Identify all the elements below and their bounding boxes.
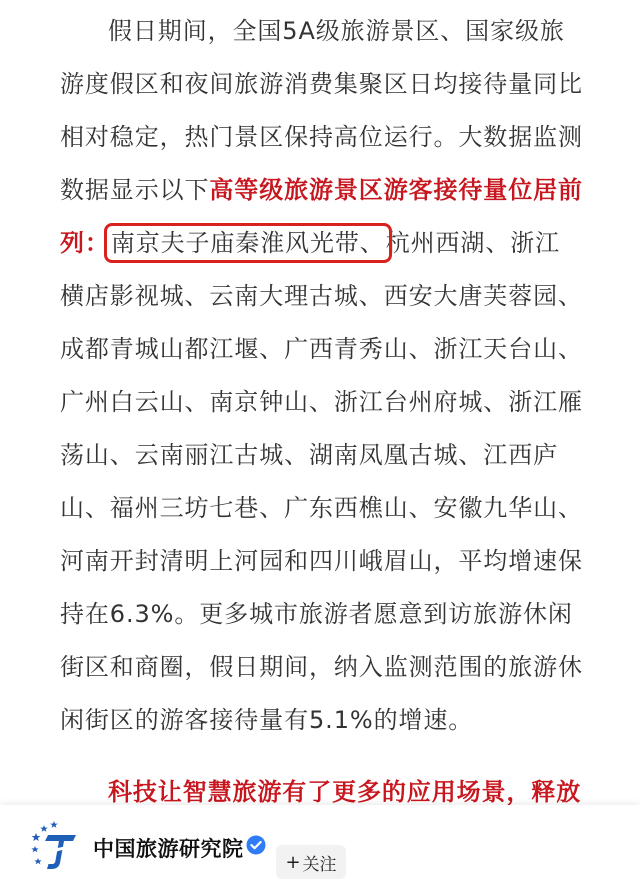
article-body: [60, 0, 584, 805]
account-name[interactable]: 中国旅游研究院: [93, 837, 244, 861]
follow-button-label: 关注: [302, 854, 337, 875]
paragraph-text: 假日期间，全国5A级旅游景区、国家级旅游度假区和夜间旅游消费集聚区日均接待量同比相对稳定，热门景区保持高位运行。大数据监测数据显示以下: [60, 17, 583, 204]
paragraph-text-continued: 杭州西湖、浙江横店影视城、云南大理古城、西安大唐芙蓉园、成都青城山都江堰、广西青秀山、浙江天台山、广州白云山、南京钟山、浙江台州府城、浙江雁荡山、云南丽江古城、湖南凤凰古城、江西庐山、福州三坊七巷、广东西樵山、安徽九华山、河南开封清明上河园和四川峨眉山，平均增速保持在6.3%。更多城市旅游者愿意到访旅游休闲街区和商圈，假日期间，纳入监测范围的旅游休闲街区的游客接待量有5.1%的增速。: [60, 229, 583, 734]
follow-button[interactable]: [276, 845, 346, 879]
boxed-highlight: 南京夫子庙秦淮风光带、: [110, 229, 385, 257]
article-paragraph-2: 科技让智慧旅游有了更多的应用场景，释放: [108, 778, 582, 805]
highlighted-text-lead: 高等级旅游景区游客接待量位居前列：: [60, 176, 583, 257]
account-footer-bar: [0, 805, 640, 882]
article-paragraph-1: [60, 0, 584, 747]
verified-badge-icon: [246, 835, 266, 855]
tourism-academy-logo-icon[interactable]: [30, 819, 82, 871]
plus-icon: +: [285, 851, 301, 873]
